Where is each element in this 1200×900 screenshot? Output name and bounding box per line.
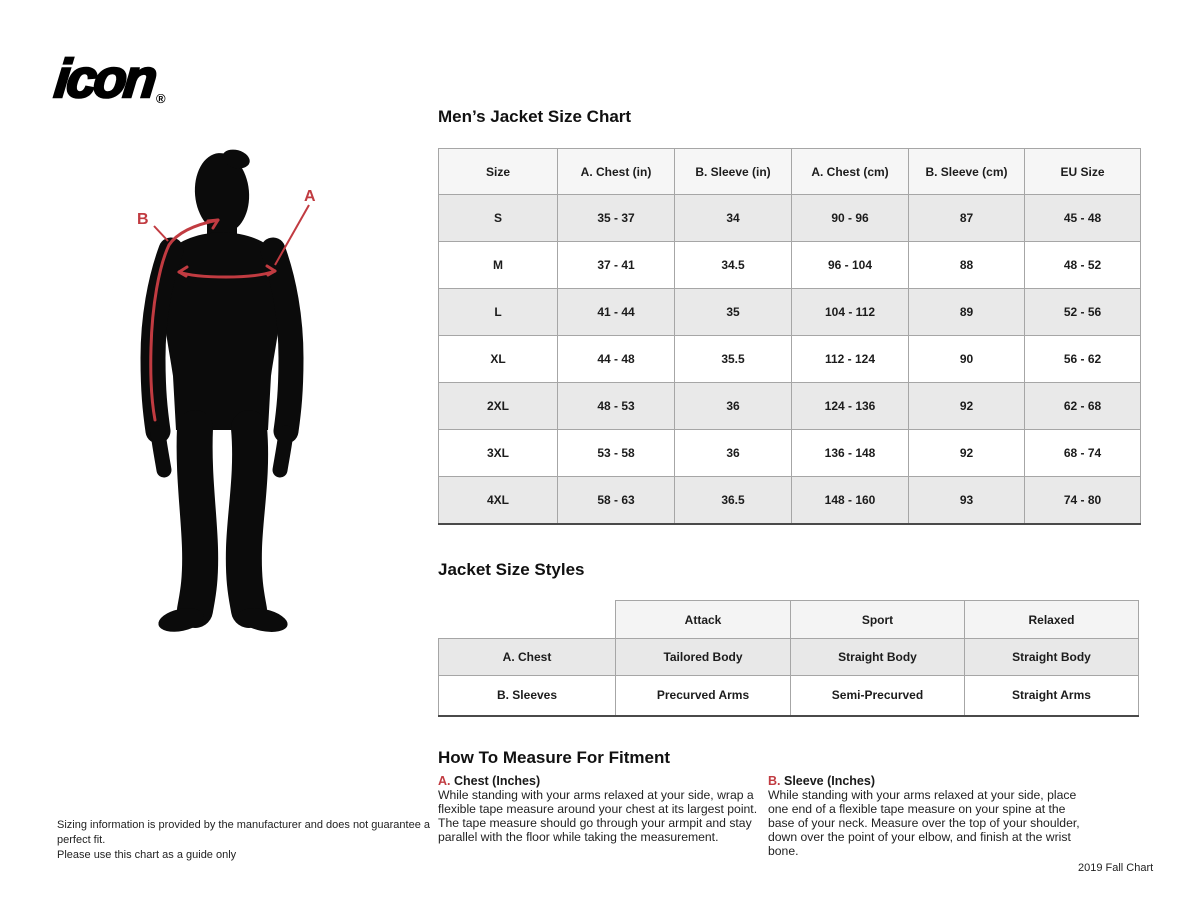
- size-row-4xl: [439, 477, 1141, 524]
- cell-sleeve-in: 34.5: [675, 242, 792, 289]
- measure-sleeve-label: Sleeve (Inches): [783, 774, 875, 788]
- cell-chest-in: 35 - 37: [558, 195, 675, 242]
- cell-chest-in: 41 - 44: [558, 289, 675, 336]
- size-chart-title: Men’s Jacket Size Chart: [438, 107, 632, 126]
- measure-chest-label: Chest (Inches): [453, 774, 541, 788]
- disclaimer-line-1: Sizing information is provided by the manufacturer and does not guarantee a perfect fit.: [57, 819, 431, 846]
- disclaimer-line-2: Please use this chart as a guide only: [57, 849, 237, 861]
- cell-eu-size: 68 - 74: [1025, 430, 1141, 477]
- cell-chest-cm: 112 - 124: [792, 336, 909, 383]
- style-header-row: [439, 601, 1139, 639]
- measure-sleeve-text: While standing with your arms relaxed at your side, place one end of a flexible tape measure on your spine at the base of your neck. Measure over the top of your shoulder, down over the point of your elbow, and finish at the wrist bone.: [768, 788, 1080, 858]
- silhouette-feet: [156, 604, 290, 636]
- measure-chest-block: [438, 774, 760, 845]
- cell-sleeve-in: 36: [675, 430, 792, 477]
- cell-sleeve-cm: 87: [909, 195, 1025, 242]
- style-chart-title: Jacket Size Styles: [438, 560, 585, 579]
- cell-size: XL: [439, 336, 558, 383]
- size-row-l: [439, 289, 1141, 336]
- cell-sport-chest: Straight Body: [791, 639, 965, 676]
- blank-corner-cell: [439, 601, 616, 639]
- cell-eu-size: 62 - 68: [1025, 383, 1141, 430]
- size-chart-header-row: [439, 149, 1141, 195]
- cell-sleeve-in: 34: [675, 195, 792, 242]
- cell-eu-size: 48 - 52: [1025, 242, 1141, 289]
- cell-chest-in: 44 - 48: [558, 336, 675, 383]
- col-header-relaxed: Relaxed: [965, 601, 1139, 639]
- cell-chest-in: 58 - 63: [558, 477, 675, 524]
- cell-chest-cm: 104 - 112: [792, 289, 909, 336]
- measure-sleeve-prefix: B.: [768, 774, 781, 788]
- size-chart-table: [438, 148, 1141, 525]
- measure-sleeve-heading: [768, 774, 1086, 788]
- style-chart-table: [438, 600, 1139, 717]
- cell-eu-size: 45 - 48: [1025, 195, 1141, 242]
- measure-section-title: How To Measure For Fitment: [438, 748, 671, 767]
- cell-chest-cm: 136 - 148: [792, 430, 909, 477]
- cell-sleeve-cm: 93: [909, 477, 1025, 524]
- col-header-size: Size: [439, 149, 558, 195]
- label-b-pointer: [154, 226, 168, 241]
- size-row-2xl: [439, 383, 1141, 430]
- cell-sleeve-in: 36.5: [675, 477, 792, 524]
- cell-chest-cm: 148 - 160: [792, 477, 909, 524]
- silhouette-body: [161, 148, 283, 430]
- size-row-m: [439, 242, 1141, 289]
- col-header-chest-in: A. Chest (in): [558, 149, 675, 195]
- col-header-eu-size: EU Size: [1025, 149, 1141, 195]
- cell-sleeve-cm: 92: [909, 430, 1025, 477]
- cell-attack-chest: Tailored Body: [616, 639, 791, 676]
- cell-sleeve-cm: 89: [909, 289, 1025, 336]
- col-header-chest-cm: A. Chest (cm): [792, 149, 909, 195]
- cell-chest-in: 53 - 58: [558, 430, 675, 477]
- cell-eu-size: 52 - 56: [1025, 289, 1141, 336]
- cell-sleeve-in: 35: [675, 289, 792, 336]
- chart-version-label: 2019 Fall Chart: [1078, 862, 1154, 874]
- cell-chest-in: 37 - 41: [558, 242, 675, 289]
- col-header-attack: Attack: [616, 601, 791, 639]
- cell-relaxed-sleeves: Straight Arms: [965, 676, 1139, 716]
- cell-attack-sleeves: Precurved Arms: [616, 676, 791, 716]
- cell-sleeve-cm: 88: [909, 242, 1025, 289]
- measurement-figure: [133, 148, 323, 648]
- col-header-sport: Sport: [791, 601, 965, 639]
- sizing-disclaimer: [57, 818, 437, 863]
- measure-chest-prefix: A.: [438, 774, 451, 788]
- col-header-sleeve-in: B. Sleeve (in): [675, 149, 792, 195]
- cell-sleeve-cm: 92: [909, 383, 1025, 430]
- icon-logo: [51, 48, 166, 110]
- col-header-sleeve-cm: B. Sleeve (cm): [909, 149, 1025, 195]
- cell-size: 2XL: [439, 383, 558, 430]
- cell-size: L: [439, 289, 558, 336]
- body-silhouette-graphic: [133, 148, 323, 648]
- size-row-s: [439, 195, 1141, 242]
- cell-size: 3XL: [439, 430, 558, 477]
- size-row-3xl: [439, 430, 1141, 477]
- measure-sleeve-block: [768, 774, 1086, 859]
- cell-size: S: [439, 195, 558, 242]
- measure-chest-heading: [438, 774, 760, 788]
- cell-eu-size: 74 - 80: [1025, 477, 1141, 524]
- style-row-sleeves: [439, 676, 1139, 716]
- row-header-sleeves: B. Sleeves: [439, 676, 616, 716]
- measure-chest-text: While standing with your arms relaxed at your side, wrap a flexible tape measure around your chest at its largest point. The tape measure should go through your armpit and stay parallel with the floor while taking the measurement.: [438, 788, 758, 844]
- style-row-chest: [439, 639, 1139, 676]
- cell-sport-sleeves: Semi-Precurved: [791, 676, 965, 716]
- size-row-xl: [439, 336, 1141, 383]
- label-a-pointer: [275, 205, 309, 265]
- figure-label-a: A: [304, 188, 316, 205]
- cell-size: M: [439, 242, 558, 289]
- registered-trademark-mark: ®: [156, 91, 166, 106]
- row-header-chest: A. Chest: [439, 639, 616, 676]
- cell-sleeve-cm: 90: [909, 336, 1025, 383]
- icon-logo-wordmark: icon: [51, 49, 158, 109]
- cell-sleeve-in: 35.5: [675, 336, 792, 383]
- cell-chest-cm: 90 - 96: [792, 195, 909, 242]
- cell-eu-size: 56 - 62: [1025, 336, 1141, 383]
- cell-chest-in: 48 - 53: [558, 383, 675, 430]
- cell-size: 4XL: [439, 477, 558, 524]
- cell-chest-cm: 96 - 104: [792, 242, 909, 289]
- cell-relaxed-chest: Straight Body: [965, 639, 1139, 676]
- figure-label-b: B: [137, 211, 149, 228]
- cell-chest-cm: 124 - 136: [792, 383, 909, 430]
- cell-sleeve-in: 36: [675, 383, 792, 430]
